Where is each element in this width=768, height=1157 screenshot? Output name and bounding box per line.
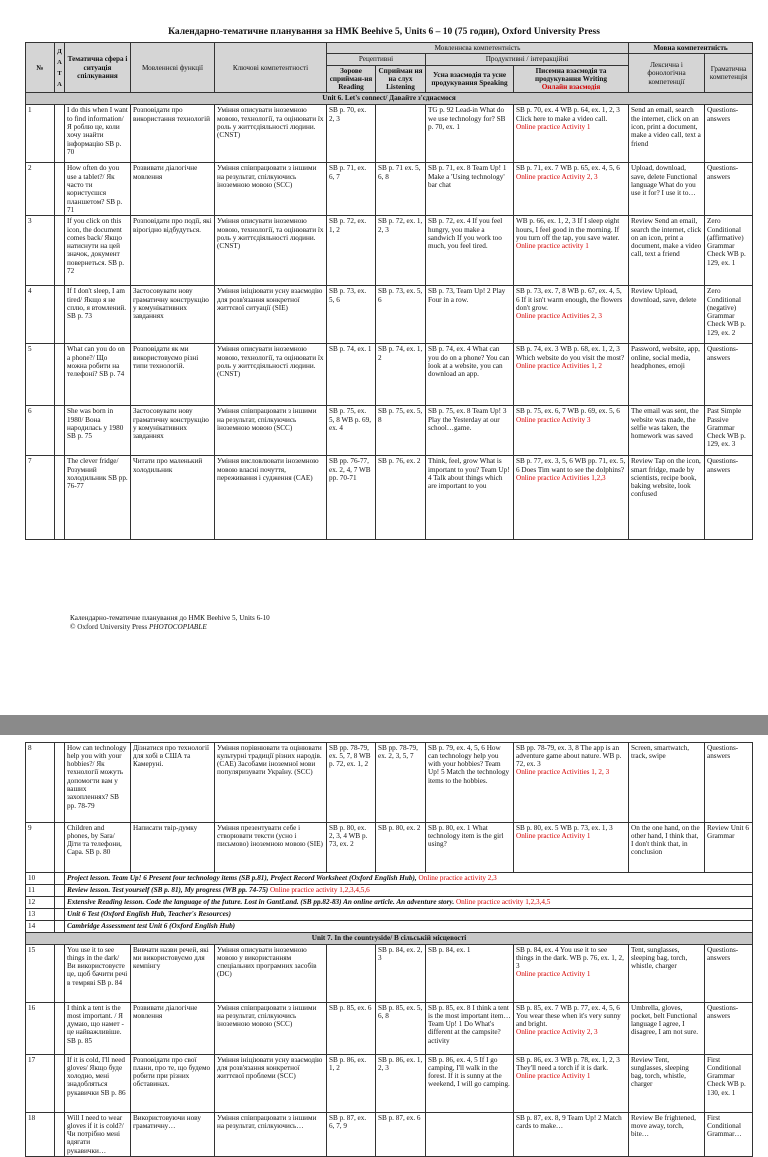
key-competence-cell: Уміння описувати іноземною мовою, технології, та оцінювати їх роль у життєдіяльності людини. (CNST)	[215, 344, 327, 406]
speaking-cell: SB p. 84, ex. 1	[426, 944, 514, 1002]
functions-cell: Застосовувати нову граматичну конструкцію у комунікативних завданнях	[131, 286, 215, 344]
row-number: 18	[26, 1112, 55, 1156]
theme-cell: What can you do on a phone?/ Що можна робити на телефоні? SB p. 74	[65, 344, 131, 406]
online-practice-label: Online practice Activity 1	[516, 123, 591, 132]
header-reading: Зорове сприйман-ня Reading	[327, 65, 376, 93]
theme-cell: If you click on this icon, the document comes back/ Якщо натиснути на цей значок, документ повернеться. SB p. 72	[65, 216, 131, 286]
theme-cell: Will I need to wear gloves if it is cold?/ Чи потрібно мені вдягати рукавички…	[65, 1112, 131, 1156]
header-language-competence: Мовна компетентність	[629, 43, 753, 54]
listening-cell: SB p. 71 ex. 5, 6, 8	[376, 163, 426, 216]
speaking-cell: SB p. 75, ex. 8 Team Up! 3 Play the Yesterday at our school…game.	[426, 406, 514, 456]
functions-cell: Читати про маленький холодильник	[131, 456, 215, 540]
header-online: Онлайн взаємодія	[541, 83, 601, 92]
functions-cell: Використовуючи нову граматичну…	[131, 1112, 215, 1156]
writing-cell	[514, 742, 629, 822]
footer-photocopiable: PHOTOCOPIABLE	[148, 623, 207, 631]
theme-cell: You use it to see things in the dark/ Ви використовуєте це, щоб бачити речі в темряві SB p. 84	[65, 944, 131, 1002]
row-number: 15	[26, 944, 55, 1002]
online-practice-label: Online practice Activities 1, 2, 3	[516, 768, 610, 777]
lexical-cell: Review Be frightened, move away, torch, bite…	[629, 1112, 705, 1156]
row-date	[55, 216, 65, 286]
lexical-cell: Password, website, app, online, social media, headphones, emoji	[629, 344, 705, 406]
row-date	[55, 884, 65, 896]
plan-table-bottom	[25, 742, 753, 1157]
row-number: 12	[26, 896, 55, 908]
theme-cell: I do this when I want to find information/ Я роблю це, коли хочу знайти інформацію SB p. 70	[65, 105, 131, 163]
row-number: 7	[26, 456, 55, 540]
reading-cell: SB p. 73, ex. 5, 6	[327, 286, 376, 344]
reading-cell: SB p. 80, ex. 2, 3, 4 WB p. 73, ex. 2	[327, 822, 376, 872]
writing-cell	[514, 944, 629, 1002]
table-row	[26, 944, 753, 1002]
lesson-description: Project lesson. Team Up! 6 Present four technology items (SB p.81), Project Record Worksheet (Oxford English Hub),	[67, 873, 419, 882]
theme-cell: The clever fridge/ Розумний холодильник SB pp. 76-77	[65, 456, 131, 540]
writing-text: SB p. 87, ex. 8, 9 Team Up! 2 Match cards to make…	[516, 1113, 622, 1130]
table-row	[26, 884, 753, 896]
unit-6-title: Unit 6. Let's connect/ Давайте з'єднаємося	[26, 93, 753, 105]
lexical-cell: Review Tent, sunglasses, sleeping bag, torch, whistle, charger	[629, 1054, 705, 1112]
row-number: 8	[26, 742, 55, 822]
key-competence-cell: Уміння описувати іноземною мовою, технології, та оцінювати їх роль у життєдіяльності людини. (CNST)	[215, 216, 327, 286]
speaking-cell: SB p. 80, ex. 1 What technology item is the girl using?	[426, 822, 514, 872]
speaking-cell: Think, feel, grow What is important to you? Team Up! 4 Talk about things which are important to you	[426, 456, 514, 540]
grammar-cell: Questions-answers	[705, 1002, 753, 1054]
writing-text: SB p. 70, ex. 4 WB p. 64, ex. 1, 2, 3 Click here to make a video call.	[516, 106, 620, 123]
writing-text: SB p. 73, ex. 7, 8 WB p. 67, ex. 4, 5, 6 If it isn't warm enough, the flowers don't grow.	[516, 287, 623, 312]
listening-cell: SB p. 72, ex. 1, 2, 3	[376, 216, 426, 286]
row-date	[55, 896, 65, 908]
writing-cell	[514, 163, 629, 216]
unit-7-row	[26, 932, 753, 944]
table-row	[26, 216, 753, 286]
writing-cell	[514, 105, 629, 163]
grammar-cell: Questions-answers	[705, 944, 753, 1002]
theme-cell: How often do you use a tablet?/ Як часто ти користуєшся планшетом? SB p. 71	[65, 163, 131, 216]
header-grammar: Граматична компетенція	[705, 54, 753, 93]
lexical-cell: On the one hand, on the other hand, I think that, I don't think that, in conclusion	[629, 822, 705, 872]
theme-cell: If I don't sleep, I am tired/ Якщо я не сплю, я втомлений. SB p. 73	[65, 286, 131, 344]
key-competence-cell: Уміння співпрацювати з іншими на результат, спілкуючись…	[215, 1112, 327, 1156]
key-competence-cell: Уміння ініціювати усну взаємодію для розв'язання конкретної життєвої ситуації (SIE)	[215, 286, 327, 344]
grammar-cell: Questions-answers	[705, 163, 753, 216]
lexical-cell: Upload, download, save, delete Functional language What do you use it for? I use it to…	[629, 163, 705, 216]
table-row	[26, 1112, 753, 1156]
theme-cell: Children and phones, by Sara/ Діти та телефони, Сара. SB p. 80	[65, 822, 131, 872]
speaking-cell: TG p. 92 Lead-in What do we use technology for? SB p. 70, ex. 1	[426, 105, 514, 163]
reading-cell: SB p. 71, ex. 6, 7	[327, 163, 376, 216]
table-row	[26, 920, 753, 932]
grammar-cell: First Conditional Grammar…	[705, 1112, 753, 1156]
reading-cell: SB p. 86, ex. 1, 2	[327, 1054, 376, 1112]
row-number: 3	[26, 216, 55, 286]
key-competence-cell: Уміння ініціювати усну взаємодію для розв'язання конкретної життєвої проблеми (SCC)	[215, 1054, 327, 1112]
writing-cell	[514, 1002, 629, 1054]
grammar-cell: Zero Conditional (affirmative) Grammar Check WB p. 129, ex. 1	[705, 216, 753, 286]
lexical-cell: Umbrella, gloves, pocket, belt Functional language I agree, I disagree, I am not sure.	[629, 1002, 705, 1054]
functions-cell: Застосовувати нову граматичну конструкцію у комунікативних завданнях	[131, 406, 215, 456]
wide-row-content	[65, 896, 753, 908]
listening-cell: SB p. 74, ex. 1, 2	[376, 344, 426, 406]
key-competence-cell: Уміння співпрацювати з іншими на результат, спілкуючись іноземною мовою (SCC)	[215, 163, 327, 216]
listening-cell: SB p. 75, ex. 5, 8	[376, 406, 426, 456]
table-row	[26, 1002, 753, 1054]
online-practice-label: Online practice activity 1,2,3,4,5	[455, 897, 551, 906]
table-row	[26, 908, 753, 920]
row-date	[55, 822, 65, 872]
table-row	[26, 163, 753, 216]
wide-row-content	[65, 884, 753, 896]
writing-cell	[514, 344, 629, 406]
theme-cell: I think a tent is the most important. / Я думаю, що намет - це найважливіше. SB p. 85	[65, 1002, 131, 1054]
functions-cell: Дізнатися про технології для хобі в США та Камеруні.	[131, 742, 215, 822]
row-number: 4	[26, 286, 55, 344]
listening-cell: SB p. 86, ex. 1, 2, 3	[376, 1054, 426, 1112]
page-bottom-sheet	[0, 735, 768, 1155]
row-number: 2	[26, 163, 55, 216]
wide-row-content	[65, 920, 753, 932]
row-date	[55, 1112, 65, 1156]
writing-cell	[514, 456, 629, 540]
online-practice-label: Online practice activity 2,3	[418, 873, 497, 882]
functions-cell: Вивчати назви речей, які ми використовуємо для кемпінгу	[131, 944, 215, 1002]
online-practice-label: Online practice Activity 2, 3	[516, 1028, 598, 1037]
key-competence-cell: Уміння описувати іноземною мовою у використанням спеціальних програмних засобів (DC)	[215, 944, 327, 1002]
document-title: Календарно-тематичне планування за НМК Beehive 5, Units 6 – 10 (75 годин), Oxford University Press	[168, 27, 600, 37]
writing-cell	[514, 286, 629, 344]
plan-table-top	[25, 42, 753, 540]
row-number: 13	[26, 908, 55, 920]
writing-text: SB p. 74, ex. 3 WB p. 68, ex. 1, 2, 3 Which website do you visit the most?	[516, 345, 625, 362]
functions-cell: Написати твір-думку	[131, 822, 215, 872]
speaking-cell: SB p. 73, Team Up! 2 Play Four in a row.	[426, 286, 514, 344]
reading-cell: SB p. 70, ex. 2, 3	[327, 105, 376, 163]
header-date: Д А Т А	[55, 43, 65, 93]
functions-cell: Розповідати про події, які вірогідно відбудуться.	[131, 216, 215, 286]
row-date	[55, 286, 65, 344]
speaking-cell: SB p. 72, ex. 4 If you feel hungry, you make a sandwich If you work too much, you feel tired.	[426, 216, 514, 286]
reading-cell: SB p. 87, ex. 6, 7, 9	[327, 1112, 376, 1156]
lexical-cell: Screen, smartwatch, track, swipe	[629, 742, 705, 822]
table-row	[26, 822, 753, 872]
header-speech-competence: Мовленнєва компетентність	[327, 43, 629, 54]
row-date	[55, 105, 65, 163]
header-key: Ключові компетентності	[215, 43, 327, 93]
header-productive: Продуктивні / інтеракційні	[426, 54, 629, 65]
lexical-cell: The email was sent, the website was made, the selfie was taken, the homework was saved	[629, 406, 705, 456]
functions-cell: Розповідати про використання технологій	[131, 105, 215, 163]
writing-text: SB p. 80, ex. 5 WB p. 73, ex. 1, 3	[516, 823, 613, 832]
row-date	[55, 1054, 65, 1112]
header-writing-label: Писемна взаємодія та продукування Writing	[534, 66, 608, 83]
table-row	[26, 1054, 753, 1112]
grammar-cell: Questions-answers	[705, 456, 753, 540]
theme-cell: How can technology help you with your hobbies?/ Як технології можуть допомогти вам у ваших захопленнях? SB pp. 78-79	[65, 742, 131, 822]
lesson-description: Extensive Reading lesson. Code the language of the future. Lost in GantLand. (SB pp.82-83) An online article. An adventure story.	[67, 897, 456, 906]
online-practice-label: Online practice Activities 1, 2	[516, 361, 603, 370]
row-date	[55, 920, 65, 932]
header-writing	[514, 65, 629, 93]
listening-cell	[376, 105, 426, 163]
reading-cell: SB p. 72, ex. 1, 2	[327, 216, 376, 286]
listening-cell: SB p. 80, ex. 2	[376, 822, 426, 872]
row-number: 16	[26, 1002, 55, 1054]
online-practice-label: Online practice Activities 2, 3	[516, 312, 603, 321]
row-number: 10	[26, 872, 55, 884]
lesson-description: Unit 6 Test (Oxford English Hub, Teacher's Resources)	[67, 909, 231, 918]
listening-cell: SB p. 85, ex. 5, 6, 8	[376, 1002, 426, 1054]
functions-cell: Розвивати діалогічне мовлення	[131, 163, 215, 216]
reading-cell: SB p. 74, ex. 1	[327, 344, 376, 406]
online-practice-label: Online practice Activity 1	[516, 1072, 591, 1081]
page-gap	[0, 715, 768, 735]
writing-cell	[514, 406, 629, 456]
row-number: 1	[26, 105, 55, 163]
reading-cell: SB pp. 76-77, ex. 2, 4, 7 WB pp. 70-71	[327, 456, 376, 540]
writing-text: SB p. 77, ex. 3, 5, 6 WB pp. 71, ex. 5, 6 Does Tim want to see the dolphins?	[516, 457, 626, 474]
online-practice-label: Online practice activity 1	[516, 242, 589, 251]
writing-cell	[514, 216, 629, 286]
row-date	[55, 163, 65, 216]
row-number: 5	[26, 344, 55, 406]
row-number: 9	[26, 822, 55, 872]
table-row	[26, 344, 753, 406]
reading-cell: SB p. 75, ex. 5, 8 WB p. 69, ex. 4	[327, 406, 376, 456]
wide-row-content	[65, 908, 753, 920]
row-date	[55, 944, 65, 1002]
table-row	[26, 286, 753, 344]
lesson-description: Cambridge Assessment test Unit 6 (Oxford English Hub)	[67, 921, 236, 930]
table-row	[26, 406, 753, 456]
lesson-description: Review lesson. Test yourself (SB p. 81), My progress (WB pp. 74-75)	[67, 885, 270, 894]
lexical-cell: Tent, sunglasses, sleeping bag, torch, whistle, charger	[629, 944, 705, 1002]
theme-cell: If it is cold, I'll need gloves/ Якщо буде холодно, мені знадобляться рукавички SB p. 86	[65, 1054, 131, 1112]
speaking-cell: SB p. 86, ex. 4, 5 If I go camping, I'll walk in the forest. If it is sunny at the weekend, I will go camping.	[426, 1054, 514, 1112]
table-row	[26, 896, 753, 908]
row-number: 17	[26, 1054, 55, 1112]
row-number: 6	[26, 406, 55, 456]
writing-cell	[514, 1112, 629, 1156]
speaking-cell: SB p. 74, ex. 4 What can you do on a phone? You can look at a website, you can download an app.	[426, 344, 514, 406]
functions-cell: Розповідати про свої плани, про те, що будемо робити при різних обставинах.	[131, 1054, 215, 1112]
speaking-cell: SB p. 79, ex. 4, 5, 6 How can technology help you with your hobbies? Team Up! 5 Match the technology items to the hobbies.	[426, 742, 514, 822]
reading-cell: SB pp. 78-79, ex. 5, 7, 8 WB p. 72, ex. 1, 2	[327, 742, 376, 822]
listening-cell: SB p. 87, ex. 6	[376, 1112, 426, 1156]
key-competence-cell: Уміння презентувати себе і створювати тексти (усно і письмово) іноземною мовою (SIE)	[215, 822, 327, 872]
grammar-cell: Questions-answers	[705, 742, 753, 822]
header-listening: Сприйман ня на слух Listening	[376, 65, 426, 93]
header-speaking: Усна взаємодія та усне продукування Speaking	[426, 65, 514, 93]
lexical-cell: Send an email, search the internet, click on an icon, print a document, make a video call, text a friend	[629, 105, 705, 163]
row-number: 14	[26, 920, 55, 932]
writing-text: SB p. 75, ex. 6, 7 WB p. 69, ex. 5, 6	[516, 407, 620, 416]
footer-copyright: © Oxford University Press	[70, 623, 148, 631]
table-row	[26, 742, 753, 822]
writing-text: SB p. 84, ex. 4 You use it to see things in the dark. WB p. 76, ex. 1, 2, 3	[516, 945, 624, 971]
footer-line-2	[70, 623, 270, 632]
grammar-cell: Past Simple Passive Grammar Check WB p. 129, ex. 3	[705, 406, 753, 456]
row-date	[55, 742, 65, 822]
wide-row-content	[65, 872, 753, 884]
table-row	[26, 456, 753, 540]
grammar-cell: Questions-answers	[705, 105, 753, 163]
lexical-cell: Review Tap on the icon, smart fridge, made by scientists, recipe book, baking website, look confused	[629, 456, 705, 540]
writing-text: WB p. 66, ex. 1, 2, 3 If I sleep eight hours, I feel good in the morning. If you turn off the tap, you save water.	[516, 217, 620, 242]
grammar-cell: Zero Conditional (negative) Grammar Check WB p. 129, ex. 2	[705, 286, 753, 344]
grammar-cell: First Conditional Grammar Check WB p. 130, ex. 1	[705, 1054, 753, 1112]
online-practice-label: Online practice activity 1,2,3,4,5,6	[269, 885, 370, 894]
functions-cell: Розвивати діалогічне мовлення	[131, 1002, 215, 1054]
header-functions: Мовленнєві функції	[131, 43, 215, 93]
online-practice-label: Online practice Activities 1,2,3	[516, 473, 606, 482]
row-date	[55, 1002, 65, 1054]
listening-cell: SB p. 84, ex. 2, 3	[376, 944, 426, 1002]
lexical-cell: Review Send an email, search the internet, click on an icon, print a document, make a video call, text a friend	[629, 216, 705, 286]
lexical-cell: Review Upload, download, save, delete	[629, 286, 705, 344]
table-row	[26, 105, 753, 163]
online-practice-label: Online practice Activity 2, 3	[516, 172, 598, 181]
reading-cell	[327, 944, 376, 1002]
reading-cell: SB p. 85, ex. 6	[327, 1002, 376, 1054]
unit-7-title: Unit 7. In the countryside/ В сільській місцевості	[26, 932, 753, 944]
writing-cell	[514, 822, 629, 872]
writing-text: SB p. 86, ex. 3 WB p. 78, ex. 1, 2, 3 They'll need a torch if it is dark.	[516, 1055, 620, 1072]
header-theme: Тематична сфера і ситуація спілкування	[65, 43, 131, 93]
online-practice-label: Online practice Activity 1	[516, 970, 591, 979]
header-receptive: Рецептивні	[327, 54, 426, 65]
grammar-cell: Questions-answers	[705, 344, 753, 406]
key-competence-cell: Уміння описувати іноземною мовою, технології, та оцінювати їх роль у життєдіяльності людини. (CNST)	[215, 105, 327, 163]
header-lexical: Лексична і фонологічна компетенції	[629, 54, 705, 93]
writing-cell	[514, 1054, 629, 1112]
key-competence-cell: Уміння співпрацювати з іншими на результат, спілкуючись іноземною мовою (SCC)	[215, 406, 327, 456]
functions-cell: Розповідати як ми використовуємо різні типи технологій.	[131, 344, 215, 406]
writing-text: SB pp. 78-79, ex. 3, 8 The app is an adventure game about nature. WB p. 72, ex. 3	[516, 743, 622, 769]
footer-line-1: Календарно-тематичне планування до НМК Beehive 5, Units 6-10	[70, 614, 270, 622]
theme-cell: She was born in 1980/ Вона народилась у 1980 SB p. 75	[65, 406, 131, 456]
row-date	[55, 872, 65, 884]
key-competence-cell: Уміння порівнювати та оцінювати культурні традиції різних народів. (CAE) Засобами іноземної мови популяризувати Україну. (SCC)	[215, 742, 327, 822]
listening-cell: SB pp. 78-79, ex. 2, 3, 5, 7	[376, 742, 426, 822]
row-date	[55, 456, 65, 540]
header-num: №	[26, 43, 55, 93]
listening-cell: SB p. 73, ex. 5, 6	[376, 286, 426, 344]
key-competence-cell: Уміння співпрацювати з іншими на результат, спілкуючись іноземною мовою (SCC)	[215, 1002, 327, 1054]
online-practice-label: Online practice Activity 1	[516, 831, 591, 840]
speaking-cell	[426, 1112, 514, 1156]
page-footer	[70, 614, 270, 632]
row-date	[55, 344, 65, 406]
writing-text: SB p. 71, ex. 7 WB p. 65, ex. 4, 5, 6	[516, 164, 620, 173]
row-number: 11	[26, 884, 55, 896]
speaking-cell: SB p. 85, ex. 8 I think a tent is the most important item… Team Up! 1 Do What's different at the campsite? activity	[426, 1002, 514, 1054]
listening-cell: SB p. 76, ex. 2	[376, 456, 426, 540]
grammar-cell: Review Unit 6 Grammar	[705, 822, 753, 872]
key-competence-cell: Уміння висловлювати іноземною мовою власні почуття, переживання і судження (CAE)	[215, 456, 327, 540]
writing-text: SB p. 85, ex. 7 WB p. 77, ex. 4, 5, 6 You wear these when it's very sunny and bright.	[516, 1003, 621, 1029]
row-date	[55, 908, 65, 920]
table-row	[26, 872, 753, 884]
speaking-cell: SB p. 71, ex. 8 Team Up! 1 Make a 'Using technology' bar chat	[426, 163, 514, 216]
online-practice-label: Online practice Activity 3	[516, 415, 591, 424]
row-date	[55, 406, 65, 456]
